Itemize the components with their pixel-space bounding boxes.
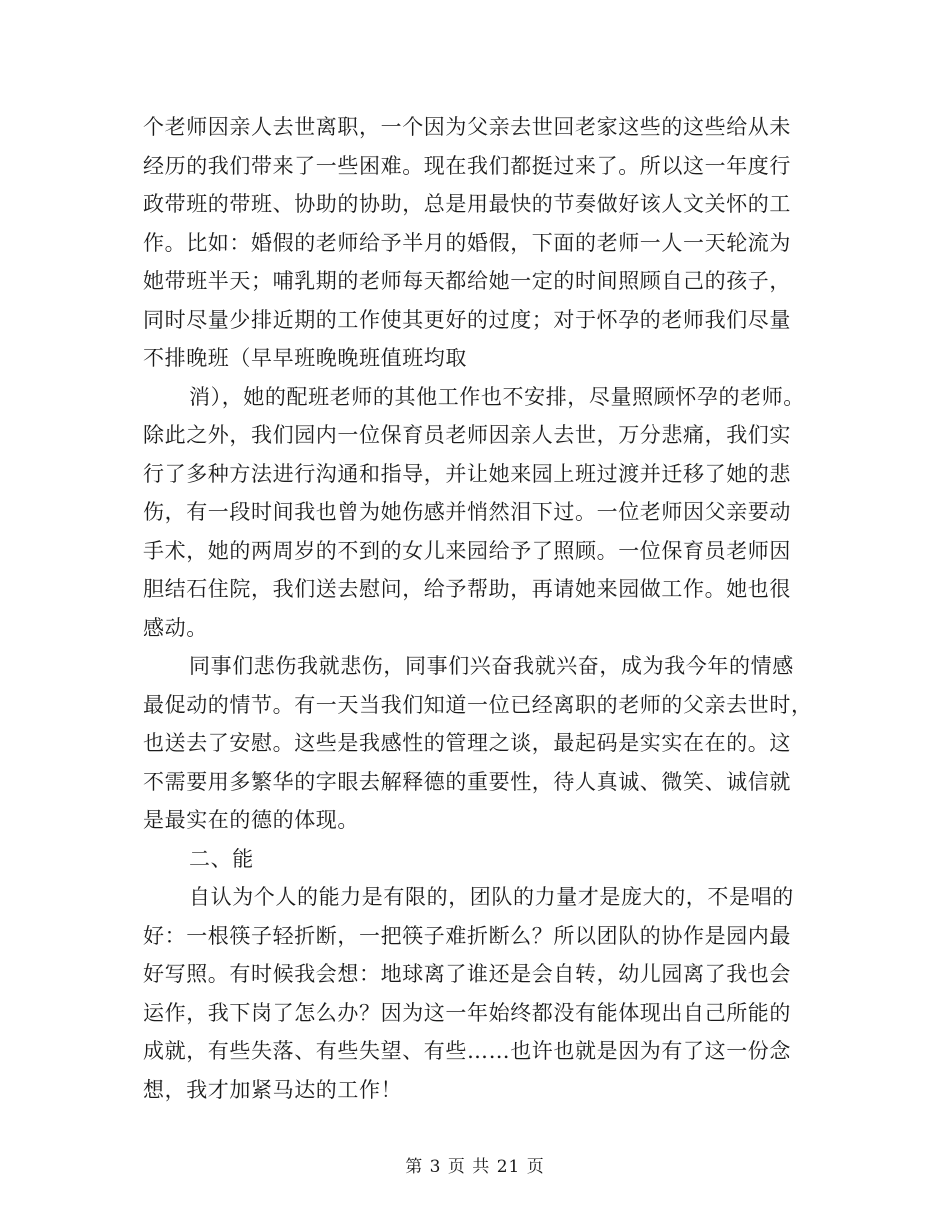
text-line: 行了多种方法进行沟通和指导，并让她来园上班过渡并迁移了她的悲 <box>143 461 791 486</box>
text-line: 同事们悲伤我就悲伤，同事们兴奋我就兴奋，成为我今年的情感 <box>189 654 794 678</box>
text-line: 胆结石住院，我们送去慰问，给予帮助，再请她来园做工作。她也很 <box>143 577 791 601</box>
text-line: 除此之外，我们园内一位保育员老师因亲人去世，万分悲痛，我们实 <box>143 423 791 447</box>
text-line: 成就，有些失落、有些失望、有些……也许也就是因为有了这一份念 <box>143 1039 791 1063</box>
text-line: 政带班的带班、协助的协助，总是用最快的节奏做好该人文关怀的工 <box>143 192 791 216</box>
text-line: 经历的我们带来了一些困难。现在我们都挺过来了。所以这一年度行 <box>143 153 791 178</box>
text-line: 想，我才加紧马达的工作！ <box>143 1077 403 1102</box>
text-line: 作。比如：婚假的老师给予半月的婚假，下面的老师一人一天轮流为 <box>143 230 791 255</box>
text-line: 消），她的配班老师的其他工作也不安排，尽量照顾怀孕的老师。 <box>189 384 805 409</box>
text-line: 好：一根筷子轻折断，一把筷子难折断么？所以团队的协作是园内最 <box>143 923 791 948</box>
text-line: 是最实在的德的体现。 <box>143 808 359 832</box>
page-footer: 第 3 页 共 21 页 <box>405 1157 545 1177</box>
text-line: 运作，我下岗了怎么办？因为这一年始终都没有能体现出自己所能的 <box>143 1000 791 1025</box>
text-line: 二、能 <box>189 846 254 871</box>
document-body <box>143 108 823 1109</box>
text-line: 不需要用多繁华的字眼去解释德的重要性，待人真诚、微笑、诚信就 <box>143 769 791 794</box>
text-line: 最促动的情节。有一天当我们知道一位已经离职的老师的父亲去世时， <box>143 692 813 717</box>
text-line: 手术，她的两周岁的不到的女儿来园给予了照顾。一位保育员老师因 <box>143 538 791 563</box>
text-line: 好写照。有时候我会想：地球离了谁还是会自转，幼儿园离了我也会 <box>143 962 791 986</box>
text-line: 感动。 <box>143 615 208 640</box>
text-line: 也送去了安慰。这些是我感性的管理之谈，最起码是实实在在的。这 <box>143 731 791 755</box>
text-line: 同时尽量少排近期的工作使其更好的过度；对于怀孕的老师我们尽量 <box>143 307 791 332</box>
text-line: 个老师因亲人去世离职，一个因为父亲去世回老家这些的这些给从未 <box>143 115 791 139</box>
text-line: 她带班半天；哺乳期的老师每天都给她一定的时间照顾自己的孩子， <box>143 269 791 293</box>
text-line: 不排晚班（早早班晚晚班值班均取 <box>143 346 467 370</box>
text-line: 伤，有一段时间我也曾为她伤感并悄然泪下过。一位老师因父亲要动 <box>143 500 791 524</box>
text-line: 自认为个人的能力是有限的，团队的力量才是庞大的，不是唱的 <box>189 885 794 909</box>
